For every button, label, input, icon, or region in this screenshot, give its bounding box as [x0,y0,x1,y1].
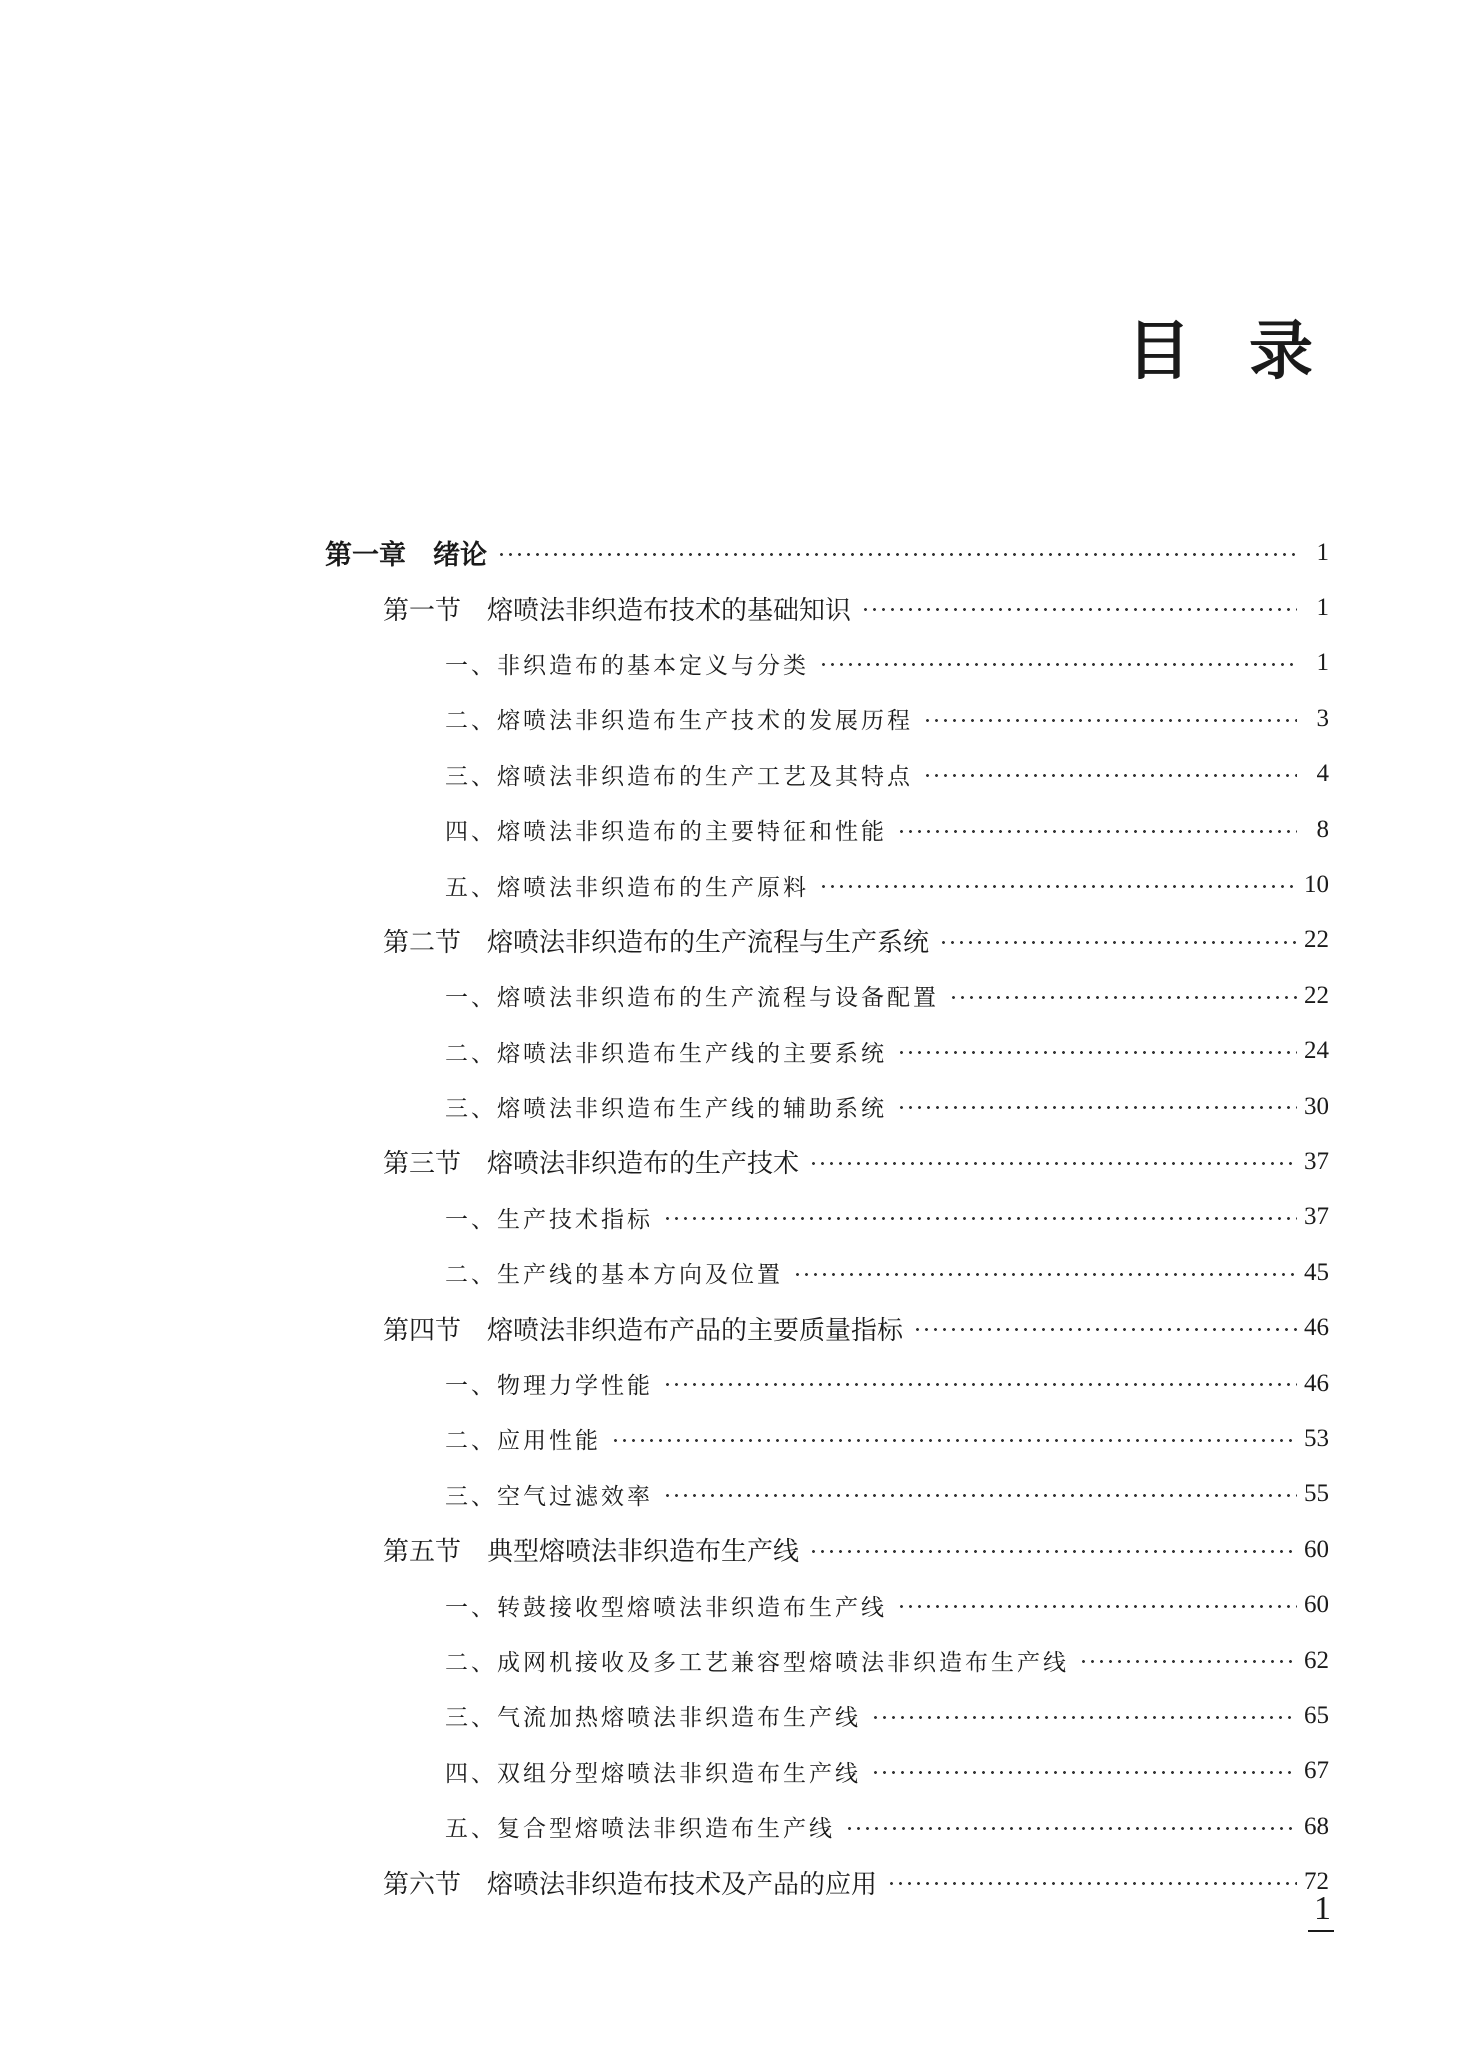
toc-chapter[interactable] [0,525,1457,580]
dot-leader [871,1760,1297,1783]
toc-entry-page: 65 [1304,1701,1329,1729]
toc-subsection[interactable] [0,691,1457,746]
page-number-rule [1308,1930,1334,1932]
toc-subsection[interactable] [0,1744,1457,1799]
toc-entry-page: 46 [1304,1314,1329,1342]
toc-entry-label: 第一节 熔喷法非织造布技术的基础知识 [383,590,861,627]
toc-entry-label: 第四节 熔喷法非织造布产品的主要质量指标 [383,1310,913,1347]
toc-subsection[interactable] [0,802,1457,857]
toc-entry-label: 二、熔喷法非织造布生产技术的发展历程 [445,702,923,735]
dot-leader [923,763,1297,786]
toc-entry-label: 三、空气过滤效率 [445,1478,663,1511]
toc-entry-page: 1 [1316,649,1329,677]
toc-entry-page: 3 [1316,704,1329,732]
dot-leader [871,1704,1297,1727]
toc-subsection[interactable] [0,1245,1457,1300]
toc-entry-page: 45 [1304,1258,1329,1286]
toc-entry-label: 第一章 绪论 [325,533,497,572]
page-title: 目 录 [1126,315,1331,389]
toc-subsection[interactable] [0,1411,1457,1466]
dot-leader [793,1261,1297,1284]
toc-entry-label: 三、熔喷法非织造布的生产工艺及其特点 [445,758,923,791]
dot-leader [819,874,1297,897]
toc-entry-page: 62 [1304,1646,1329,1674]
toc-entry-label: 三、熔喷法非织造布生产线的辅助系统 [445,1090,897,1123]
toc-entry-page: 60 [1304,1591,1329,1619]
dot-leader [897,818,1297,841]
dot-leader [611,1427,1297,1450]
toc-entry-page: 1 [1316,594,1329,622]
toc-section[interactable] [0,580,1457,635]
toc-entry-label: 第二节 熔喷法非织造布的生产流程与生产系统 [383,922,939,959]
toc-entry-page: 1 [1316,538,1329,566]
dot-leader [887,1869,1297,1895]
toc-entry-page: 24 [1304,1037,1329,1065]
dot-leader [809,1537,1297,1563]
toc-entry-page: 60 [1304,1535,1329,1563]
toc-entry-label: 一、生产技术指标 [445,1201,663,1234]
toc-entry-page: 46 [1304,1369,1329,1397]
toc-entry-label: 四、熔喷法非织造布的主要特征和性能 [445,813,897,846]
toc-subsection[interactable] [0,1356,1457,1411]
toc-entry-page: 53 [1304,1424,1329,1452]
dot-leader [897,1095,1297,1118]
toc-entry-page: 72 [1304,1868,1329,1896]
dot-leader [913,1315,1297,1341]
toc-subsection[interactable] [0,1577,1457,1632]
toc-entry-label: 五、熔喷法非织造布的生产原料 [445,869,819,902]
toc-entry-label: 一、非织造布的基本定义与分类 [445,647,819,680]
dot-leader [861,595,1297,621]
toc-entry-label: 一、熔喷法非织造布的生产流程与设备配置 [445,979,949,1012]
toc-section[interactable] [0,913,1457,968]
toc-entry-label: 二、应用性能 [445,1422,611,1455]
toc-subsection[interactable] [0,1190,1457,1245]
toc-entry-label: 第五节 典型熔喷法非织造布生产线 [383,1531,809,1568]
toc-entry-label: 一、转鼓接收型熔喷法非织造布生产线 [445,1589,897,1622]
toc-entry-label: 二、成网机接收及多工艺兼容型熔喷法非织造布生产线 [445,1644,1079,1677]
toc-subsection[interactable] [0,1079,1457,1134]
dot-leader [949,984,1297,1007]
toc-entry-page: 37 [1304,1147,1329,1175]
dot-leader [497,539,1297,566]
toc-entry-label: 二、熔喷法非织造布生产线的主要系统 [445,1035,897,1068]
dot-leader [1079,1649,1297,1672]
toc-subsection[interactable] [0,1633,1457,1688]
toc-section[interactable] [0,1854,1457,1909]
toc-entry-page: 67 [1304,1757,1329,1785]
toc-entry-label: 第六节 熔喷法非织造布技术及产品的应用 [383,1864,887,1901]
toc-entry-page: 22 [1304,926,1329,954]
toc-subsection[interactable] [0,636,1457,691]
dot-leader [809,1149,1297,1175]
toc-subsection[interactable] [0,968,1457,1023]
toc-entry-page: 22 [1304,981,1329,1009]
toc-section[interactable] [0,1300,1457,1355]
toc-subsection[interactable] [0,1467,1457,1522]
toc-entry-page: 4 [1316,760,1329,788]
toc-entry-page: 55 [1304,1480,1329,1508]
toc-subsection[interactable] [0,1688,1457,1743]
toc-entry-label: 二、生产线的基本方向及位置 [445,1256,793,1289]
toc-subsection[interactable] [0,857,1457,912]
dot-leader [939,927,1297,953]
table-of-contents [0,525,1457,1910]
dot-leader [663,1483,1297,1506]
toc-section[interactable] [0,1522,1457,1577]
dot-leader [897,1594,1297,1617]
toc-entry-page: 8 [1316,815,1329,843]
toc-entry-label: 三、气流加热熔喷法非织造布生产线 [445,1699,871,1732]
dot-leader [923,707,1297,730]
toc-subsection[interactable] [0,1799,1457,1854]
toc-entry-page: 37 [1304,1203,1329,1231]
dot-leader [819,652,1297,675]
dot-leader [845,1815,1297,1838]
dot-leader [663,1372,1297,1395]
page-number: 1 [1314,1890,1331,1927]
dot-leader [663,1206,1297,1229]
toc-subsection[interactable] [0,1024,1457,1079]
toc-entry-label: 第三节 熔喷法非织造布的生产技术 [383,1143,809,1180]
toc-entry-label: 一、物理力学性能 [445,1367,663,1400]
toc-entry-page: 30 [1304,1092,1329,1120]
toc-subsection[interactable] [0,747,1457,802]
toc-section[interactable] [0,1134,1457,1189]
dot-leader [897,1040,1297,1063]
toc-entry-page: 68 [1304,1812,1329,1840]
toc-entry-label: 四、双组分型熔喷法非织造布生产线 [445,1755,871,1788]
toc-entry-page: 10 [1304,871,1329,899]
toc-entry-label: 五、复合型熔喷法非织造布生产线 [445,1810,845,1843]
